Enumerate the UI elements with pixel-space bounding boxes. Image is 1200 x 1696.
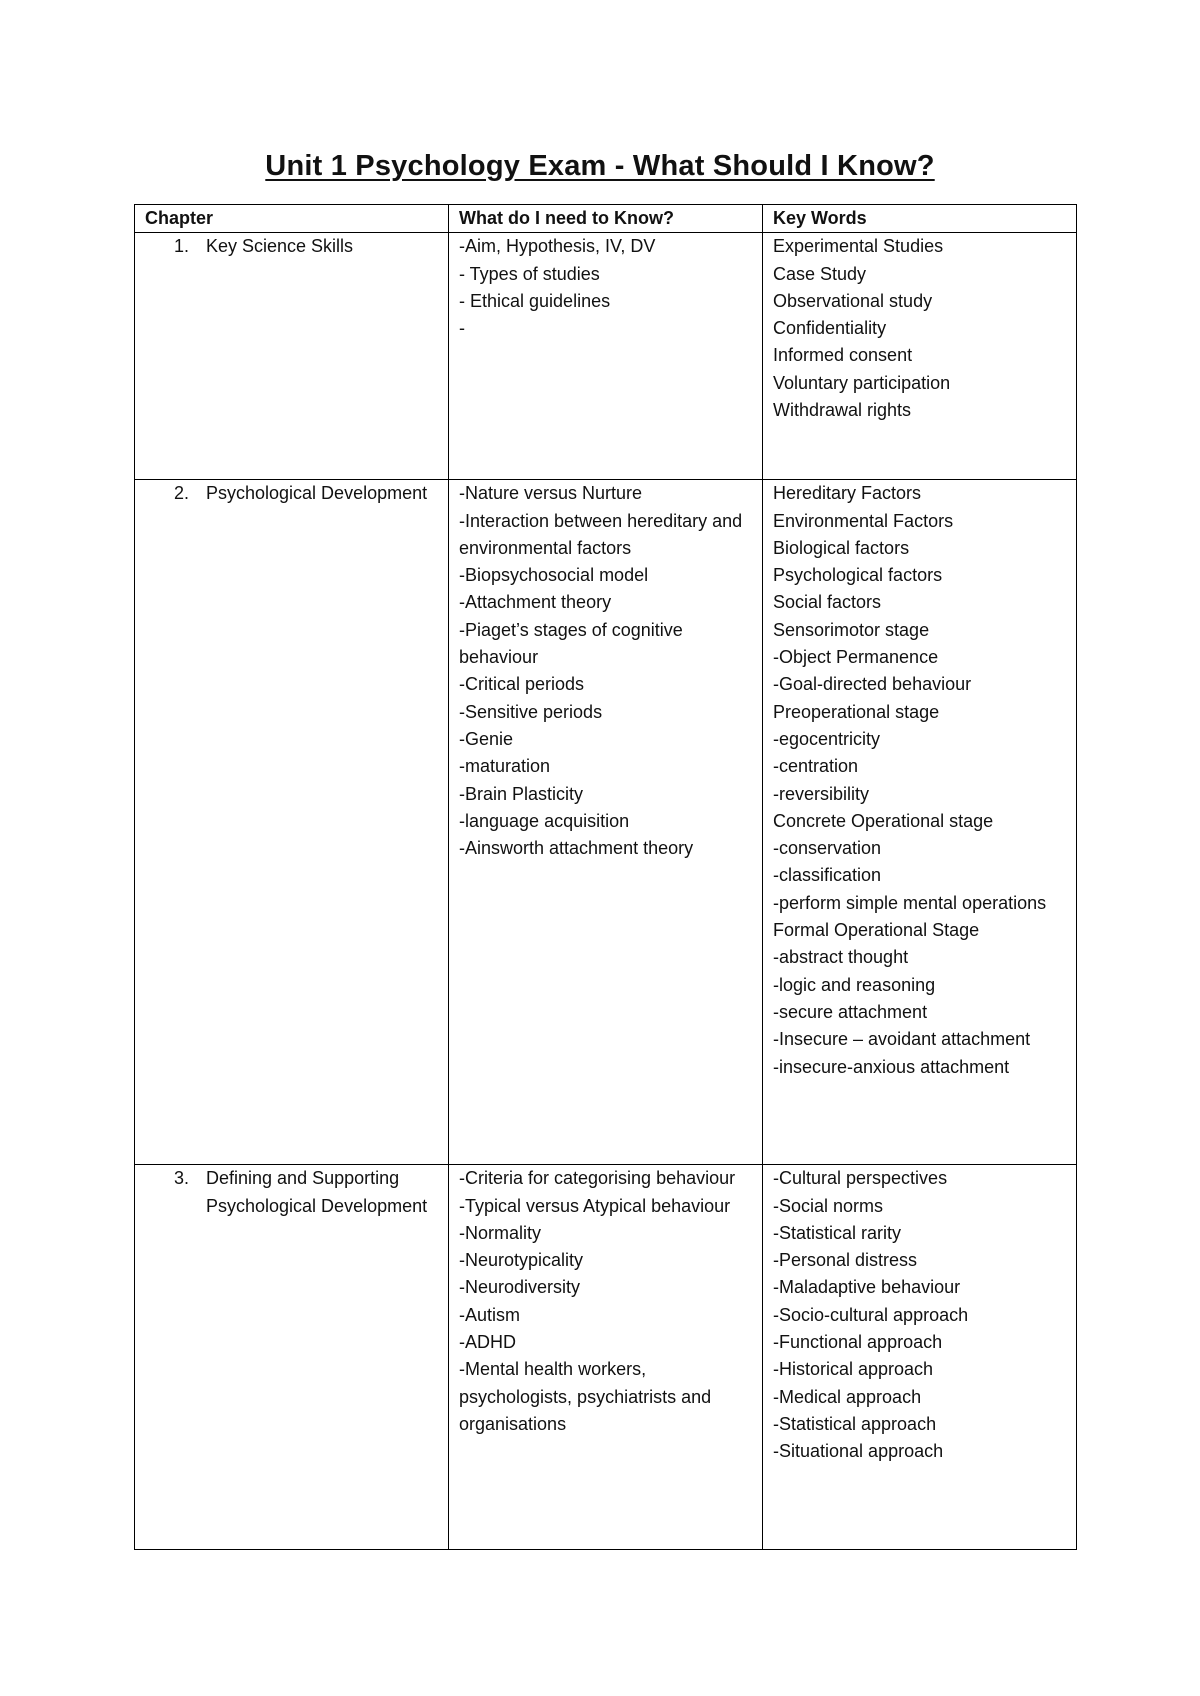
list-item: Confidentiality bbox=[773, 318, 887, 339]
list-item: Case Study bbox=[773, 263, 867, 284]
list-item: Hereditary Factors bbox=[773, 483, 922, 504]
page-title: Unit 1 Psychology Exam - What Should I Know? bbox=[265, 150, 935, 182]
list-item: Psychological factors bbox=[773, 565, 943, 586]
chapter-title: Defining and Supporting Psychological Development bbox=[206, 1168, 428, 1216]
table-row bbox=[135, 233, 1077, 480]
chapter-number: 1. bbox=[173, 236, 189, 257]
column-header-need-to-know: What do I need to Know? bbox=[449, 205, 763, 233]
list-item: -conservation bbox=[773, 838, 882, 859]
list-item: Formal Operational Stage bbox=[773, 920, 980, 941]
list-item: Preoperational stage bbox=[773, 701, 940, 722]
list-item: -Historical approach bbox=[773, 1359, 934, 1380]
list-item: -Biopsychosocial model bbox=[459, 565, 649, 586]
chapter-number: 2. bbox=[173, 483, 189, 504]
list-item: -maturation bbox=[459, 756, 551, 777]
list-item: -Social norms bbox=[773, 1195, 884, 1216]
list-item: -Ainsworth attachment theory bbox=[459, 838, 694, 859]
list-item: -classification bbox=[773, 865, 882, 886]
list-item: -perform simple mental operations bbox=[773, 892, 1047, 913]
list-item: -language acquisition bbox=[459, 810, 630, 831]
list-item: - Ethical guidelines bbox=[459, 290, 611, 311]
list-item: -egocentricity bbox=[773, 728, 881, 749]
column-header-chapter: Chapter bbox=[135, 205, 449, 233]
exam-topics-table bbox=[134, 204, 1077, 1550]
need-to-know-cell bbox=[449, 233, 763, 480]
list-item: -Piaget’s stages of cognitive behaviour bbox=[459, 619, 683, 668]
list-item: -Statistical rarity bbox=[773, 1222, 902, 1243]
chapter-cell bbox=[135, 233, 449, 480]
list-item: Concrete Operational stage bbox=[773, 810, 994, 831]
list-item: -ADHD bbox=[459, 1332, 516, 1353]
key-words-cell bbox=[763, 233, 1077, 480]
list-item: -Personal distress bbox=[773, 1250, 918, 1271]
list-item: -logic and reasoning bbox=[773, 974, 936, 995]
list-item: -centration bbox=[773, 756, 859, 777]
table-header-row bbox=[135, 205, 1077, 233]
list-item: -Neurodiversity bbox=[459, 1277, 581, 1298]
list-item: -Maladaptive behaviour bbox=[773, 1277, 961, 1298]
list-item: Social factors bbox=[773, 592, 882, 613]
list-item: -secure attachment bbox=[773, 1001, 928, 1022]
list-item: -Interaction between hereditary and environmental factors bbox=[459, 510, 743, 558]
list-item: -insecure-anxious attachment bbox=[773, 1056, 1010, 1077]
list-item: -Mental health workers, psychologists, psychiatrists and organisations bbox=[459, 1359, 712, 1434]
table-row bbox=[135, 1165, 1077, 1550]
list-item: -Typical versus Atypical behaviour bbox=[459, 1195, 731, 1216]
chapter-number: 3. bbox=[173, 1168, 189, 1189]
list-item: -Aim, Hypothesis, IV, DV bbox=[459, 236, 656, 257]
need-to-know-cell bbox=[449, 480, 763, 1165]
list-item: Sensorimotor stage bbox=[773, 619, 930, 640]
need-to-know-cell bbox=[449, 1165, 763, 1550]
list-item: - bbox=[459, 318, 465, 339]
key-words-cell bbox=[763, 480, 1077, 1165]
list-item: Observational study bbox=[773, 290, 933, 311]
list-item: -Brain Plasticity bbox=[459, 783, 584, 804]
list-item: -Neurotypicality bbox=[459, 1250, 584, 1271]
column-header-key-words: Key Words bbox=[763, 205, 1077, 233]
chapter-title: Psychological Development bbox=[206, 483, 428, 504]
list-item: Withdrawal rights bbox=[773, 400, 912, 421]
list-item: -Critical periods bbox=[459, 674, 585, 695]
chapter-cell bbox=[135, 1165, 449, 1550]
list-item: Biological factors bbox=[773, 537, 910, 558]
list-item: -Sensitive periods bbox=[459, 701, 603, 722]
list-item: -Medical approach bbox=[773, 1386, 922, 1407]
list-item: -abstract thought bbox=[773, 947, 909, 968]
list-item: -Genie bbox=[459, 728, 514, 749]
key-words-cell bbox=[763, 1165, 1077, 1550]
list-item: -Nature versus Nurture bbox=[459, 483, 643, 504]
chapter-title: Key Science Skills bbox=[206, 236, 354, 257]
list-item: -Functional approach bbox=[773, 1332, 943, 1353]
list-item: Environmental Factors bbox=[773, 510, 954, 531]
list-item: -Goal-directed behaviour bbox=[773, 674, 972, 695]
list-item: Informed consent bbox=[773, 345, 913, 366]
chapter-cell bbox=[135, 480, 449, 1165]
list-item: -Socio-cultural approach bbox=[773, 1304, 969, 1325]
list-item: -Cultural perspectives bbox=[773, 1168, 948, 1189]
list-item: Voluntary participation bbox=[773, 372, 951, 393]
list-item: -Normality bbox=[459, 1222, 542, 1243]
list-item: -Situational approach bbox=[773, 1441, 944, 1462]
list-item: -Object Permanence bbox=[773, 647, 939, 668]
list-item: -Autism bbox=[459, 1304, 521, 1325]
list-item: -Insecure – avoidant attachment bbox=[773, 1029, 1031, 1050]
table-row bbox=[135, 480, 1077, 1165]
list-item: - Types of studies bbox=[459, 263, 600, 284]
list-item: -reversibility bbox=[773, 783, 870, 804]
list-item: -Attachment theory bbox=[459, 592, 612, 613]
list-item: -Criteria for categorising behaviour bbox=[459, 1168, 736, 1189]
list-item: Experimental Studies bbox=[773, 236, 944, 257]
list-item: -Statistical approach bbox=[773, 1413, 937, 1434]
